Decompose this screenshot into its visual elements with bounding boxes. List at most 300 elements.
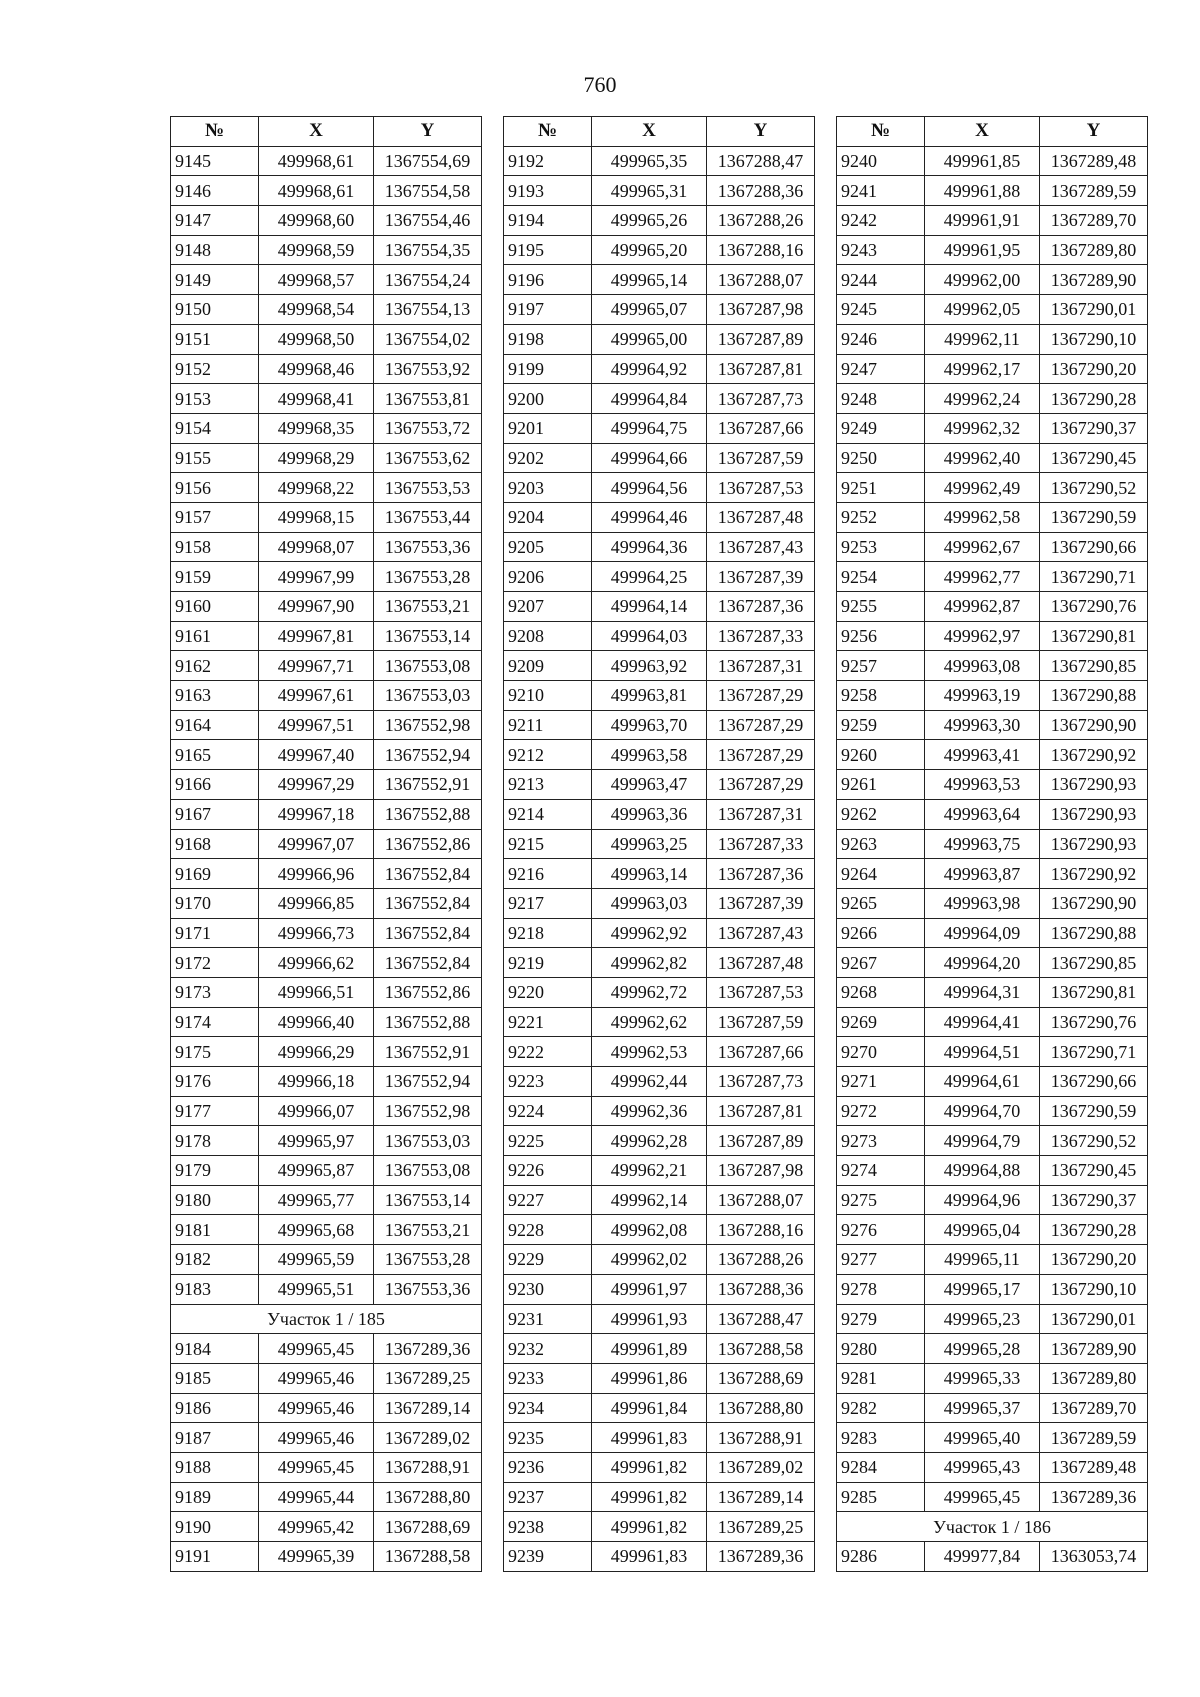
point-number-cell: 9250 [837,443,925,473]
point-number-cell: 9185 [171,1363,259,1393]
table-row [504,1156,815,1186]
table-row [504,1542,815,1572]
table-row [504,562,815,592]
y-coordinate-cell: 1367287,59 [707,443,815,473]
point-number-cell: 9188 [171,1452,259,1482]
table-row [504,532,815,562]
table-row [837,295,1148,325]
x-coordinate-cell: 499961,91 [925,206,1040,236]
y-coordinate-cell: 1367287,31 [707,799,815,829]
point-number-cell: 9187 [171,1423,259,1453]
x-coordinate-cell: 499961,88 [925,176,1040,206]
table-row [837,324,1148,354]
header-number: № [837,117,925,147]
x-coordinate-cell: 499963,92 [592,651,707,681]
x-coordinate-cell: 499961,89 [592,1334,707,1364]
table-row [837,1185,1148,1215]
y-coordinate-cell: 1367289,80 [1040,1363,1148,1393]
table-row [837,859,1148,889]
y-coordinate-cell: 1367288,16 [707,1215,815,1245]
x-coordinate-cell: 499963,70 [592,710,707,740]
y-coordinate-cell: 1367287,29 [707,710,815,740]
y-coordinate-cell: 1367288,58 [374,1542,482,1572]
y-coordinate-cell: 1367287,39 [707,888,815,918]
table-row [837,1452,1148,1482]
point-number-cell: 9242 [837,206,925,236]
x-coordinate-cell: 499963,25 [592,829,707,859]
point-number-cell: 9270 [837,1037,925,1067]
point-number-cell: 9241 [837,176,925,206]
y-coordinate-cell: 1367290,76 [1040,1007,1148,1037]
x-coordinate-cell: 499968,61 [259,146,374,176]
table-row [171,1185,482,1215]
x-coordinate-cell: 499965,87 [259,1156,374,1186]
table-row [171,1363,482,1393]
point-number-cell: 9269 [837,1007,925,1037]
y-coordinate-cell: 1367552,86 [374,977,482,1007]
x-coordinate-cell: 499965,37 [925,1393,1040,1423]
x-coordinate-cell: 499962,87 [925,592,1040,622]
x-coordinate-cell: 499965,59 [259,1245,374,1275]
point-number-cell: 9234 [504,1393,592,1423]
x-coordinate-cell: 499964,79 [925,1126,1040,1156]
x-coordinate-cell: 499967,40 [259,740,374,770]
y-coordinate-cell: 1367287,89 [707,324,815,354]
table-row [837,413,1148,443]
table-row [171,740,482,770]
table-row [171,770,482,800]
y-coordinate-cell: 1367553,53 [374,473,482,503]
table-row [171,473,482,503]
y-coordinate-cell: 1367290,66 [1040,532,1148,562]
y-coordinate-cell: 1367290,93 [1040,799,1148,829]
x-coordinate-cell: 499964,66 [592,443,707,473]
table-row [837,710,1148,740]
table-row [504,1363,815,1393]
x-coordinate-cell: 499963,98 [925,888,1040,918]
x-coordinate-cell: 499963,36 [592,799,707,829]
table-row [504,1512,815,1542]
y-coordinate-cell: 1367287,33 [707,621,815,651]
table-row [504,413,815,443]
y-coordinate-cell: 1367553,81 [374,384,482,414]
x-coordinate-cell: 499962,92 [592,918,707,948]
x-coordinate-cell: 499964,56 [592,473,707,503]
y-coordinate-cell: 1367552,84 [374,948,482,978]
table-row [171,295,482,325]
table-row [837,621,1148,651]
y-coordinate-cell: 1367289,25 [374,1363,482,1393]
x-coordinate-cell: 499968,22 [259,473,374,503]
table-row [504,1037,815,1067]
point-number-cell: 9279 [837,1304,925,1334]
table-row [171,443,482,473]
x-coordinate-cell: 499968,15 [259,502,374,532]
point-number-cell: 9225 [504,1126,592,1156]
y-coordinate-cell: 1367553,44 [374,502,482,532]
table-row [504,1215,815,1245]
x-coordinate-cell: 499963,75 [925,829,1040,859]
y-coordinate-cell: 1367287,36 [707,592,815,622]
point-number-cell: 9158 [171,532,259,562]
y-coordinate-cell: 1367290,52 [1040,473,1148,503]
x-coordinate-cell: 499962,49 [925,473,1040,503]
y-coordinate-cell: 1367288,16 [707,235,815,265]
table-row [171,265,482,295]
table-row [504,1393,815,1423]
table-row [171,1096,482,1126]
y-coordinate-cell: 1367287,66 [707,413,815,443]
x-coordinate-cell: 499968,46 [259,354,374,384]
y-coordinate-cell: 1367287,81 [707,1096,815,1126]
x-coordinate-cell: 499966,29 [259,1037,374,1067]
x-coordinate-cell: 499967,71 [259,651,374,681]
x-coordinate-cell: 499964,84 [592,384,707,414]
header-x: X [592,117,707,147]
point-number-cell: 9165 [171,740,259,770]
section-label: Участок 1 / 185 [171,1304,482,1334]
y-coordinate-cell: 1367289,36 [374,1334,482,1364]
y-coordinate-cell: 1367289,59 [1040,1423,1148,1453]
x-coordinate-cell: 499964,36 [592,532,707,562]
table-row [504,502,815,532]
point-number-cell: 9183 [171,1274,259,1304]
point-number-cell: 9274 [837,1156,925,1186]
point-number-cell: 9233 [504,1363,592,1393]
table-row [171,888,482,918]
x-coordinate-cell: 499966,51 [259,977,374,1007]
x-coordinate-cell: 499961,82 [592,1482,707,1512]
y-coordinate-cell: 1367553,21 [374,1215,482,1245]
x-coordinate-cell: 499968,61 [259,176,374,206]
point-number-cell: 9277 [837,1245,925,1275]
table-row [171,146,482,176]
x-coordinate-cell: 499963,19 [925,681,1040,711]
y-coordinate-cell: 1367288,47 [707,1304,815,1334]
table-row [504,651,815,681]
x-coordinate-cell: 499977,84 [925,1542,1040,1572]
y-coordinate-cell: 1367290,37 [1040,413,1148,443]
x-coordinate-cell: 499965,26 [592,206,707,236]
y-coordinate-cell: 1367290,81 [1040,621,1148,651]
y-coordinate-cell: 1367289,36 [1040,1482,1148,1512]
point-number-cell: 9222 [504,1037,592,1067]
x-coordinate-cell: 499966,62 [259,948,374,978]
point-number-cell: 9154 [171,413,259,443]
point-number-cell: 9240 [837,146,925,176]
y-coordinate-cell: 1367287,29 [707,770,815,800]
table-row [504,1096,815,1126]
point-number-cell: 9146 [171,176,259,206]
x-coordinate-cell: 499962,58 [925,502,1040,532]
point-number-cell: 9247 [837,354,925,384]
table-row [504,740,815,770]
y-coordinate-cell: 1367290,45 [1040,443,1148,473]
x-coordinate-cell: 499965,45 [259,1452,374,1482]
point-number-cell: 9168 [171,829,259,859]
table-row [837,146,1148,176]
table-row [171,799,482,829]
point-number-cell: 9275 [837,1185,925,1215]
x-coordinate-cell: 499966,85 [259,888,374,918]
x-coordinate-cell: 499965,23 [925,1304,1040,1334]
y-coordinate-cell: 1367290,92 [1040,859,1148,889]
point-number-cell: 9156 [171,473,259,503]
y-coordinate-cell: 1367290,66 [1040,1067,1148,1097]
table-row [504,354,815,384]
x-coordinate-cell: 499961,82 [592,1452,707,1482]
x-coordinate-cell: 499962,28 [592,1126,707,1156]
x-coordinate-cell: 499962,02 [592,1245,707,1275]
header-y: Y [707,117,815,147]
table-row [837,562,1148,592]
y-coordinate-cell: 1367289,80 [1040,235,1148,265]
point-number-cell: 9267 [837,948,925,978]
table-row [171,532,482,562]
table-row [837,1156,1148,1186]
table-row [171,592,482,622]
point-number-cell: 9281 [837,1363,925,1393]
y-coordinate-cell: 1367290,20 [1040,354,1148,384]
point-number-cell: 9184 [171,1334,259,1364]
x-coordinate-cell: 499965,97 [259,1126,374,1156]
point-number-cell: 9151 [171,324,259,354]
table-row [504,443,815,473]
x-coordinate-cell: 499966,40 [259,1007,374,1037]
table-row [504,859,815,889]
x-coordinate-cell: 499965,43 [925,1452,1040,1482]
x-coordinate-cell: 499961,85 [925,146,1040,176]
point-number-cell: 9163 [171,681,259,711]
table-row [837,1334,1148,1364]
y-coordinate-cell: 1367287,33 [707,829,815,859]
y-coordinate-cell: 1367287,43 [707,918,815,948]
y-coordinate-cell: 1367290,01 [1040,1304,1148,1334]
point-number-cell: 9195 [504,235,592,265]
x-coordinate-cell: 499967,18 [259,799,374,829]
table-row [837,1215,1148,1245]
table-row [837,1304,1148,1334]
x-coordinate-cell: 499965,28 [925,1334,1040,1364]
y-coordinate-cell: 1367289,14 [707,1482,815,1512]
x-coordinate-cell: 499965,77 [259,1185,374,1215]
y-coordinate-cell: 1367287,29 [707,681,815,711]
y-coordinate-cell: 1367288,58 [707,1334,815,1364]
point-number-cell: 9172 [171,948,259,978]
table-row [504,1304,815,1334]
y-coordinate-cell: 1367287,48 [707,502,815,532]
point-number-cell: 9206 [504,562,592,592]
table-row [171,324,482,354]
point-number-cell: 9261 [837,770,925,800]
x-coordinate-cell: 499964,61 [925,1067,1040,1097]
table-row [837,740,1148,770]
table-row [837,354,1148,384]
point-number-cell: 9217 [504,888,592,918]
x-coordinate-cell: 499965,40 [925,1423,1040,1453]
point-number-cell: 9226 [504,1156,592,1186]
table-row [504,1185,815,1215]
table-row [171,1334,482,1364]
point-number-cell: 9232 [504,1334,592,1364]
y-coordinate-cell: 1367289,02 [374,1423,482,1453]
y-coordinate-cell: 1367290,59 [1040,502,1148,532]
x-coordinate-cell: 499961,84 [592,1393,707,1423]
point-number-cell: 9171 [171,918,259,948]
point-number-cell: 9211 [504,710,592,740]
y-coordinate-cell: 1367290,52 [1040,1126,1148,1156]
point-number-cell: 9191 [171,1542,259,1572]
point-number-cell: 9284 [837,1452,925,1482]
y-coordinate-cell: 1367287,53 [707,473,815,503]
x-coordinate-cell: 499964,70 [925,1096,1040,1126]
x-coordinate-cell: 499965,11 [925,1245,1040,1275]
x-coordinate-cell: 499962,82 [592,948,707,978]
table-row [837,592,1148,622]
x-coordinate-cell: 499968,07 [259,532,374,562]
section-row [837,1512,1148,1542]
y-coordinate-cell: 1367287,98 [707,1156,815,1186]
table-row [837,384,1148,414]
y-coordinate-cell: 1367553,62 [374,443,482,473]
table-row [504,799,815,829]
point-number-cell: 9272 [837,1096,925,1126]
point-number-cell: 9285 [837,1482,925,1512]
table-header-row [504,117,815,147]
x-coordinate-cell: 499962,32 [925,413,1040,443]
table-row [504,621,815,651]
table-row [504,295,815,325]
y-coordinate-cell: 1367287,43 [707,532,815,562]
point-number-cell: 9228 [504,1215,592,1245]
x-coordinate-cell: 499962,05 [925,295,1040,325]
point-number-cell: 9243 [837,235,925,265]
point-number-cell: 9207 [504,592,592,622]
x-coordinate-cell: 499965,44 [259,1482,374,1512]
x-coordinate-cell: 499964,14 [592,592,707,622]
x-coordinate-cell: 499967,81 [259,621,374,651]
y-coordinate-cell: 1367290,76 [1040,592,1148,622]
x-coordinate-cell: 499961,95 [925,235,1040,265]
y-coordinate-cell: 1367288,91 [707,1423,815,1453]
table-row [171,1512,482,1542]
point-number-cell: 9198 [504,324,592,354]
point-number-cell: 9186 [171,1393,259,1423]
point-number-cell: 9176 [171,1067,259,1097]
y-coordinate-cell: 1367287,39 [707,562,815,592]
table-row [504,710,815,740]
x-coordinate-cell: 499962,21 [592,1156,707,1186]
y-coordinate-cell: 1367289,90 [1040,1334,1148,1364]
point-number-cell: 9238 [504,1512,592,1542]
table-row [837,681,1148,711]
table-row [171,354,482,384]
x-coordinate-cell: 499963,41 [925,740,1040,770]
point-number-cell: 9220 [504,977,592,1007]
y-coordinate-cell: 1367287,98 [707,295,815,325]
point-number-cell: 9177 [171,1096,259,1126]
x-coordinate-cell: 499961,93 [592,1304,707,1334]
table-row [504,265,815,295]
x-coordinate-cell: 499968,60 [259,206,374,236]
point-number-cell: 9245 [837,295,925,325]
table-row [171,1126,482,1156]
y-coordinate-cell: 1367552,86 [374,829,482,859]
x-coordinate-cell: 499963,08 [925,651,1040,681]
x-coordinate-cell: 499963,87 [925,859,1040,889]
table-row [837,1096,1148,1126]
page-number: 760 [583,72,617,97]
point-number-cell: 9179 [171,1156,259,1186]
table-row [171,1482,482,1512]
point-number-cell: 9266 [837,918,925,948]
x-coordinate-cell: 499961,83 [592,1423,707,1453]
point-number-cell: 9153 [171,384,259,414]
table-row [837,1126,1148,1156]
table-row [171,1037,482,1067]
point-number-cell: 9149 [171,265,259,295]
header-y: Y [1040,117,1148,147]
x-coordinate-cell: 499965,17 [925,1274,1040,1304]
header-number: № [504,117,592,147]
y-coordinate-cell: 1367288,36 [707,1274,815,1304]
x-coordinate-cell: 499964,46 [592,502,707,532]
x-coordinate-cell: 499962,77 [925,562,1040,592]
x-coordinate-cell: 499961,83 [592,1542,707,1572]
x-coordinate-cell: 499968,50 [259,324,374,354]
y-coordinate-cell: 1367553,03 [374,1126,482,1156]
point-number-cell: 9237 [504,1482,592,1512]
table-row [171,681,482,711]
y-coordinate-cell: 1367290,45 [1040,1156,1148,1186]
x-coordinate-cell: 499962,00 [925,265,1040,295]
x-coordinate-cell: 499962,72 [592,977,707,1007]
y-coordinate-cell: 1367554,24 [374,265,482,295]
x-coordinate-cell: 499962,97 [925,621,1040,651]
x-coordinate-cell: 499963,64 [925,799,1040,829]
point-number-cell: 9169 [171,859,259,889]
point-number-cell: 9215 [504,829,592,859]
x-coordinate-cell: 499967,99 [259,562,374,592]
table-row [837,443,1148,473]
point-number-cell: 9229 [504,1245,592,1275]
y-coordinate-cell: 1367553,92 [374,354,482,384]
y-coordinate-cell: 1367288,80 [707,1393,815,1423]
y-coordinate-cell: 1367553,21 [374,592,482,622]
x-coordinate-cell: 499967,61 [259,681,374,711]
table-row [504,1482,815,1512]
section-label: Участок 1 / 186 [837,1512,1148,1542]
x-coordinate-cell: 499966,96 [259,859,374,889]
point-number-cell: 9182 [171,1245,259,1275]
y-coordinate-cell: 1367289,36 [707,1542,815,1572]
x-coordinate-cell: 499962,67 [925,532,1040,562]
table-row [171,1542,482,1572]
point-number-cell: 9254 [837,562,925,592]
point-number-cell: 9221 [504,1007,592,1037]
point-number-cell: 9260 [837,740,925,770]
point-number-cell: 9263 [837,829,925,859]
table-row [837,1007,1148,1037]
table-row [837,235,1148,265]
table-row [837,502,1148,532]
table-row [837,532,1148,562]
x-coordinate-cell: 499964,31 [925,977,1040,1007]
x-coordinate-cell: 499962,40 [925,443,1040,473]
header-y: Y [374,117,482,147]
x-coordinate-cell: 499965,51 [259,1274,374,1304]
point-number-cell: 9160 [171,592,259,622]
